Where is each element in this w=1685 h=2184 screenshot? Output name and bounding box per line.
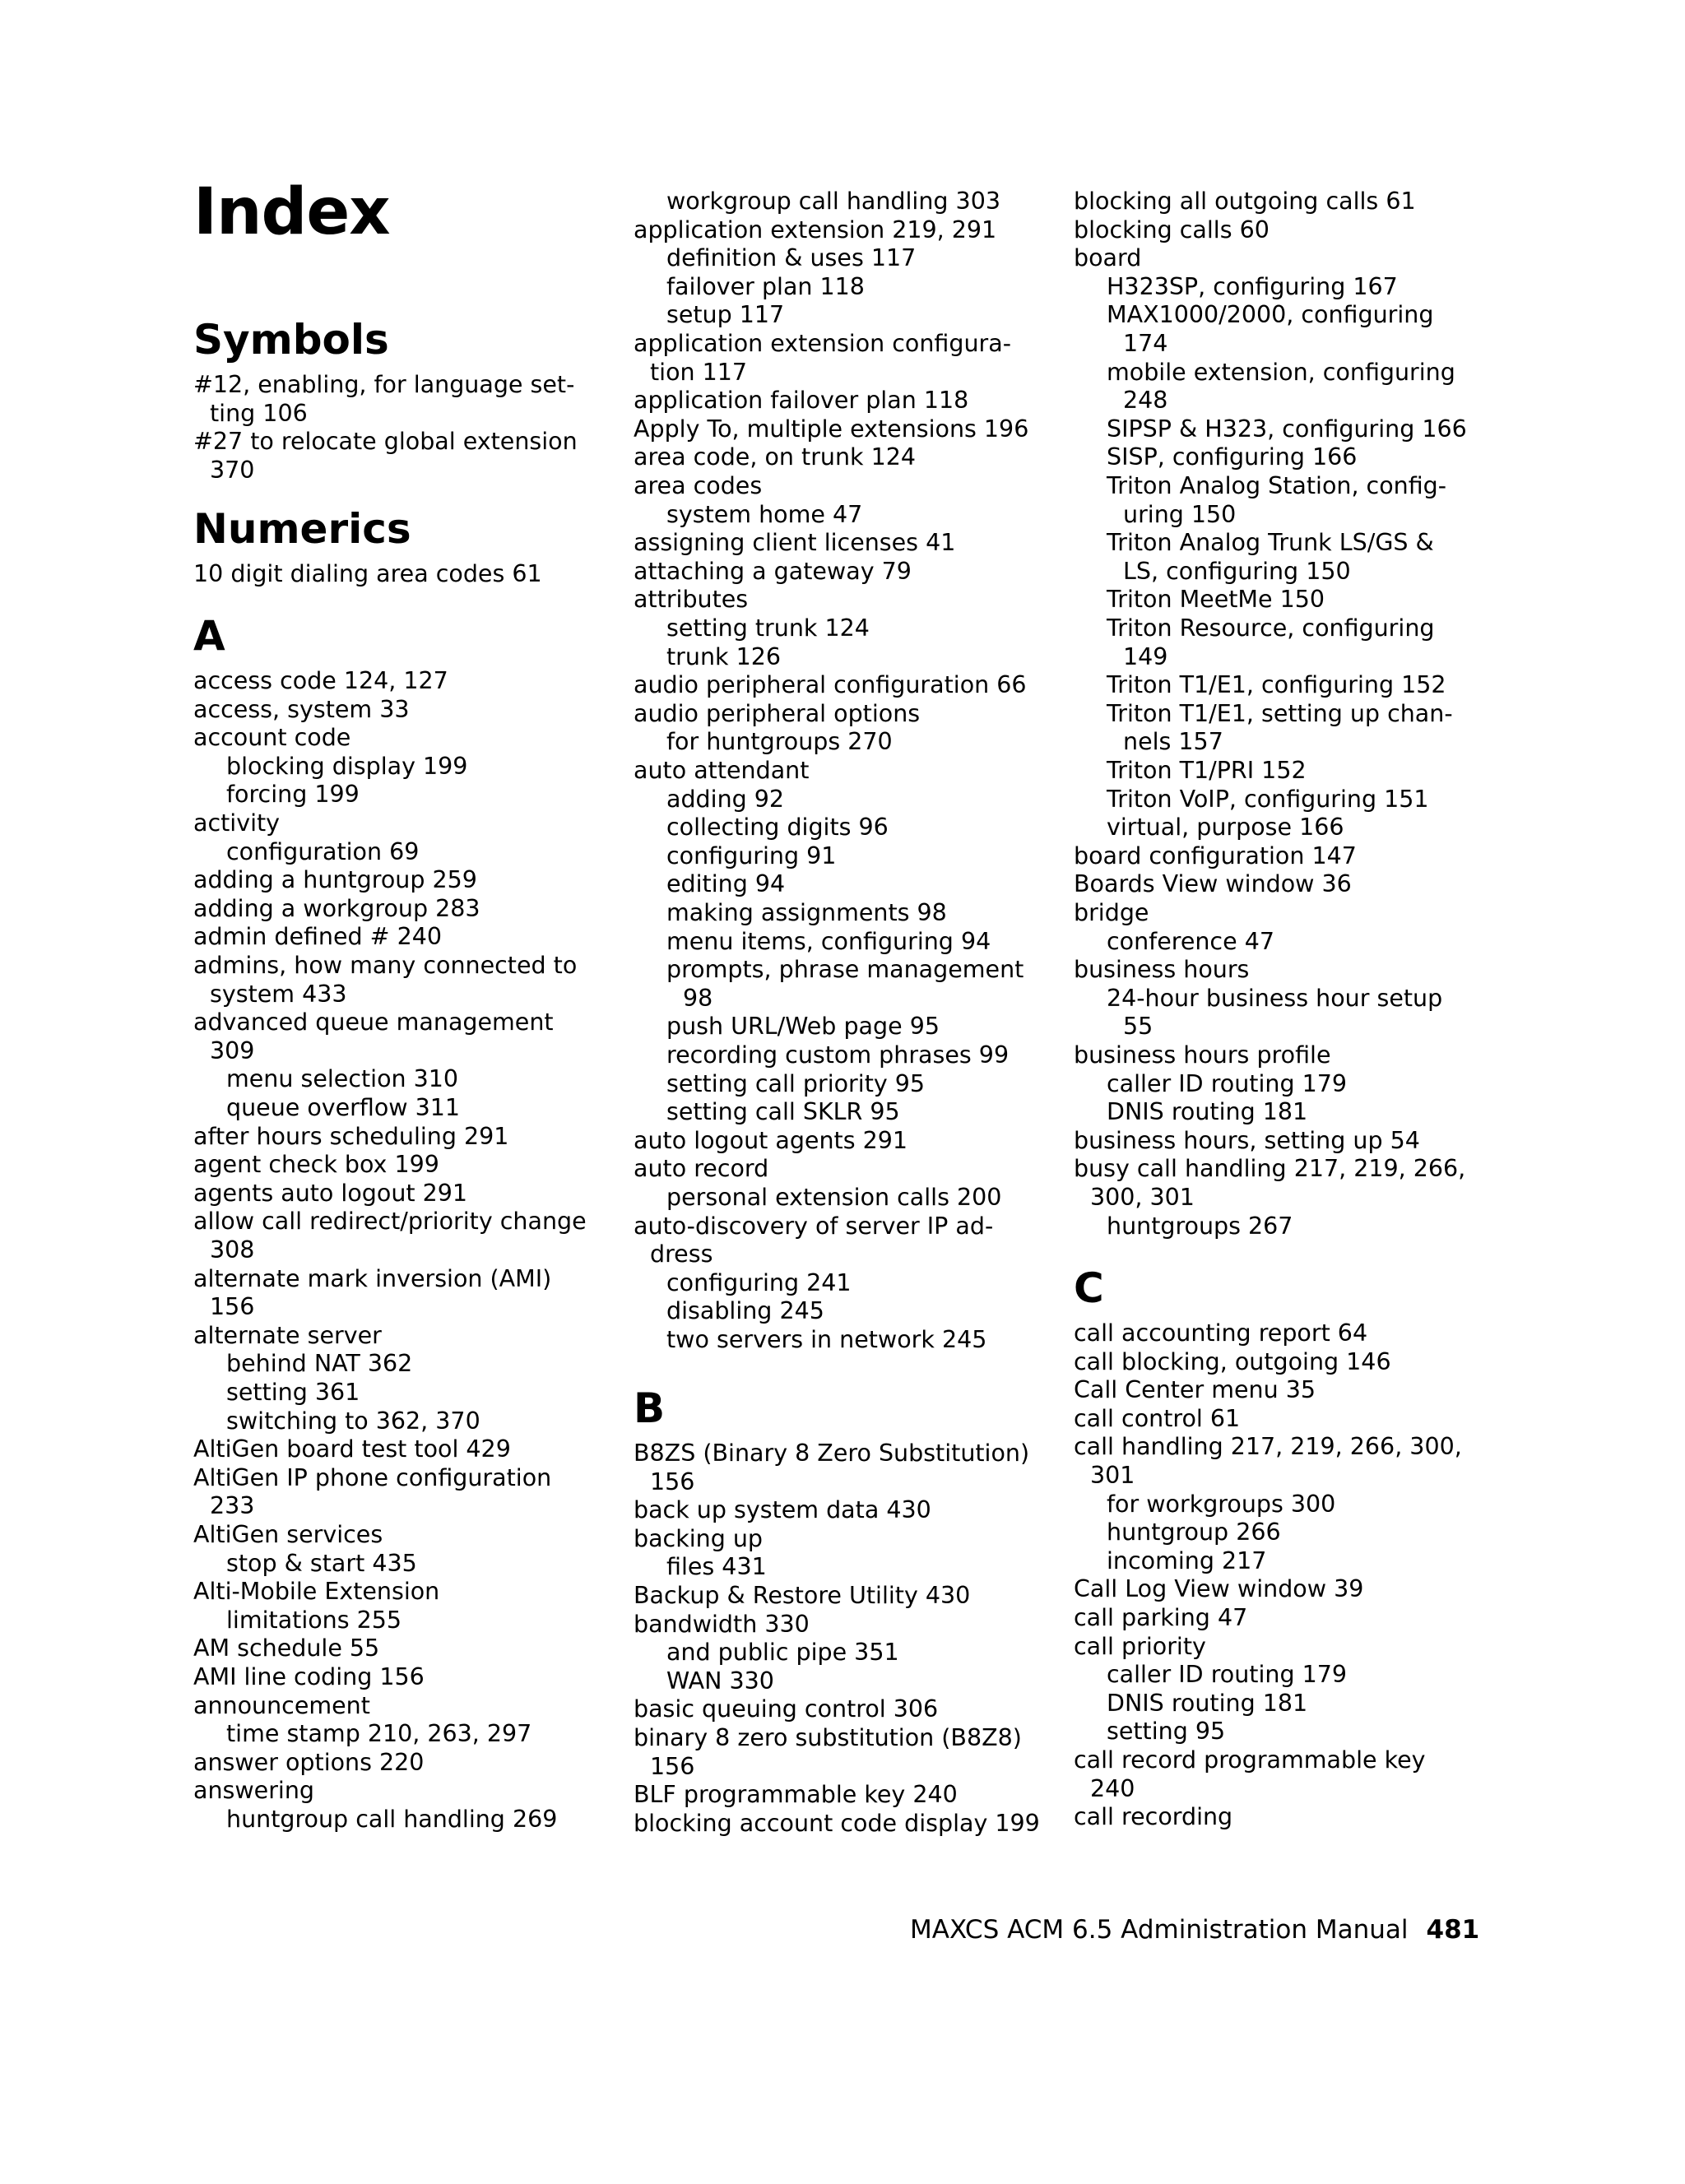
index-subentry: Triton T1/E1, setting up chan-: [1107, 699, 1453, 727]
index-entry: blocking all outgoing calls 61: [1074, 188, 1416, 215]
section-heading: C: [1074, 1264, 1104, 1312]
index-subentry: configuring 241: [666, 1268, 852, 1296]
index-entry: backing up: [634, 1524, 764, 1552]
index-subentry: setup 117: [666, 301, 785, 329]
index-subentry: nels 157: [1123, 728, 1223, 756]
index-entry: 156: [210, 1293, 255, 1321]
index-entry: Call Log View window 39: [1074, 1575, 1364, 1603]
section-heading: Symbols: [193, 316, 389, 364]
index-subentry: caller ID routing 179: [1107, 1661, 1347, 1689]
index-entry: area code, on trunk 124: [634, 443, 917, 471]
index-entry: call accounting report 64: [1074, 1319, 1368, 1347]
index-subentry: blocking display 199: [226, 752, 468, 780]
index-entry: 308: [210, 1236, 255, 1264]
index-entry: call priority: [1074, 1632, 1206, 1660]
index-entry: Call Center menu 35: [1074, 1376, 1316, 1404]
index-entry: 156: [650, 1752, 695, 1780]
index-entry: call recording: [1074, 1803, 1233, 1831]
index-subentry: failover plan 118: [666, 272, 865, 300]
index-entry: board configuration 147: [1074, 842, 1357, 869]
index-entry: blocking account code display 199: [634, 1809, 1040, 1837]
index-subentry: MAX1000/2000, configuring: [1107, 301, 1434, 329]
index-entry: application extension 219, 291: [634, 216, 997, 243]
index-entry: answer options 220: [193, 1748, 425, 1776]
index-entry: 300, 301: [1090, 1184, 1195, 1211]
index-entry: agent check box 199: [193, 1151, 439, 1179]
index-subentry: 55: [1123, 1013, 1154, 1041]
index-subentry: setting 361: [226, 1379, 360, 1406]
index-entry: B8ZS (Binary 8 Zero Substitution): [634, 1440, 1030, 1467]
index-subentry: disabling 245: [666, 1297, 824, 1325]
index-entry: auto attendant: [634, 757, 810, 784]
index-entry: agents auto logout 291: [193, 1179, 468, 1207]
index-entry: business hours, setting up 54: [1074, 1126, 1420, 1154]
index-entry: adding a huntgroup 259: [193, 866, 477, 894]
index-entry: bridge: [1074, 899, 1149, 926]
index-subentry: Triton Analog Station, config-: [1107, 472, 1447, 499]
index-subentry: LS, configuring 150: [1123, 557, 1351, 585]
index-entry: application extension configura-: [634, 330, 1012, 357]
index-entry: AltiGen IP phone configuration: [193, 1463, 552, 1491]
section-heading: Numerics: [193, 505, 411, 553]
page-title: Index: [193, 175, 390, 249]
index-entry: Alti-Mobile Extension: [193, 1578, 440, 1606]
index-subentry: H323SP, configuring 167: [1107, 272, 1398, 300]
index-subentry: system home 47: [666, 500, 863, 528]
index-entry: activity: [193, 809, 281, 837]
index-entry: attaching a gateway 79: [634, 557, 912, 585]
index-subentry: huntgroup call handling 269: [226, 1806, 558, 1833]
index-subentry: definition & uses 117: [666, 244, 917, 272]
index-entry: system 433: [210, 980, 347, 1008]
index-subentry: time stamp 210, 263, 297: [226, 1720, 532, 1748]
index-subentry: setting call SKLR 95: [666, 1098, 900, 1126]
index-entry: dress: [650, 1240, 713, 1268]
index-entry: auto record: [634, 1155, 769, 1183]
index-subentry: trunk 126: [666, 642, 781, 670]
index-entry: 309: [210, 1036, 255, 1064]
index-entry: binary 8 zero substitution (B8Z8): [634, 1724, 1022, 1751]
index-entry: audio peripheral options: [634, 699, 921, 727]
index-subentry: conference 47: [1107, 927, 1274, 955]
index-subentry: and public pipe 351: [666, 1639, 899, 1667]
index-subentry: adding 92: [666, 785, 785, 813]
index-entry: 370: [210, 456, 255, 484]
index-entry: business hours: [1074, 956, 1250, 984]
index-subentry: virtual, purpose 166: [1107, 814, 1344, 842]
index-subentry: limitations 255: [226, 1606, 402, 1634]
index-entry: application failover plan 118: [634, 387, 969, 415]
index-entry: BLF programmable key 240: [634, 1781, 958, 1809]
index-entry: 10 digit dialing area codes 61: [193, 560, 542, 587]
index-subentry: huntgroup 266: [1107, 1519, 1281, 1546]
index-subentry: workgroup call handling 303: [666, 188, 1000, 215]
index-subentry: Triton MeetMe 150: [1107, 586, 1325, 614]
index-subentry: for huntgroups 270: [666, 728, 893, 756]
index-subentry: forcing 199: [226, 781, 360, 809]
index-entry: busy call handling 217, 219, 266,: [1074, 1155, 1466, 1183]
index-entry: auto-discovery of server IP ad-: [634, 1212, 994, 1240]
index-entry: assigning client licenses 41: [634, 529, 956, 557]
index-entry: #27 to relocate global extension: [193, 428, 578, 456]
index-subentry: incoming 217: [1107, 1546, 1267, 1574]
index-subentry: configuration 69: [226, 837, 420, 865]
index-entry: business hours profile: [1074, 1041, 1331, 1069]
index-entry: auto logout agents 291: [634, 1126, 908, 1154]
index-entry: call handling 217, 219, 266, 300,: [1074, 1433, 1462, 1461]
index-entry: after hours scheduling 291: [193, 1122, 509, 1150]
index-subentry: menu items, configuring 94: [666, 927, 991, 955]
index-subentry: 248: [1123, 387, 1168, 415]
index-subentry: recording custom phrases 99: [666, 1041, 1010, 1069]
index-entry: AMI line coding 156: [193, 1663, 425, 1690]
index-entry: Apply To, multiple extensions 196: [634, 415, 1029, 443]
index-subentry: setting 95: [1107, 1718, 1226, 1746]
index-entry: allow call redirect/priority change: [193, 1208, 587, 1236]
index-entry: 233: [210, 1492, 255, 1520]
index-entry: call record programmable key: [1074, 1746, 1426, 1774]
index-entry: account code: [193, 724, 351, 752]
index-subentry: 149: [1123, 642, 1168, 670]
index-subentry: Triton T1/E1, configuring 152: [1107, 671, 1446, 699]
index-entry: admin defined # 240: [193, 923, 443, 951]
index-subentry: DNIS routing 181: [1107, 1098, 1308, 1126]
index-subentry: SISP, configuring 166: [1107, 443, 1358, 471]
index-entry: audio peripheral configuration 66: [634, 671, 1027, 699]
index-subentry: Triton T1/PRI 152: [1107, 757, 1307, 784]
index-entry: Boards View window 36: [1074, 870, 1352, 898]
index-entry: advanced queue management: [193, 1009, 554, 1036]
index-subentry: 98: [683, 984, 713, 1012]
index-entry: admins, how many connected to: [193, 952, 578, 979]
index-entry: 301: [1090, 1462, 1135, 1489]
index-entry: alternate server: [193, 1321, 382, 1349]
section-heading: B: [634, 1384, 666, 1432]
index-entry: attributes: [634, 586, 749, 614]
page-number: 481: [1426, 1915, 1480, 1945]
index-entry: alternate mark inversion (AMI): [193, 1264, 552, 1292]
index-subentry: push URL/Web page 95: [666, 1013, 940, 1041]
index-entry: board: [1074, 244, 1142, 272]
index-entry: bandwidth 330: [634, 1610, 810, 1638]
index-entry: access code 124, 127: [193, 667, 448, 694]
index-entry: answering: [193, 1777, 315, 1805]
index-subentry: Triton Resource, configuring: [1107, 614, 1435, 642]
index-subentry: setting trunk 124: [666, 614, 870, 642]
index-subentry: DNIS routing 181: [1107, 1689, 1308, 1717]
index-subentry: mobile extension, configuring: [1107, 358, 1455, 386]
index-entry: announcement: [193, 1691, 370, 1719]
index-subentry: Triton VoIP, configuring 151: [1107, 785, 1429, 813]
index-subentry: stop & start 435: [226, 1549, 417, 1577]
index-subentry: queue overflow 311: [226, 1094, 461, 1121]
index-entry: call blocking, outgoing 146: [1074, 1347, 1391, 1375]
section-heading: A: [193, 612, 225, 660]
index-subentry: 24-hour business hour setup: [1107, 984, 1443, 1012]
index-subentry: two servers in network 245: [666, 1326, 987, 1353]
index-subentry: SIPSP & H323, configuring 166: [1107, 415, 1467, 443]
page-footer: [910, 1913, 1479, 1946]
manual-title: MAXCS ACM 6.5 Administration Manual: [910, 1915, 1409, 1945]
index-entry: area codes: [634, 472, 763, 499]
index-subentry: editing 94: [666, 870, 786, 898]
index-entry: #12, enabling, for language set-: [193, 371, 575, 398]
index-entry: 240: [1090, 1774, 1135, 1802]
index-entry: 156: [650, 1468, 695, 1495]
index-subentry: behind NAT 362: [226, 1350, 413, 1378]
index-subentry: WAN 330: [666, 1667, 774, 1695]
index-subentry: files 431: [666, 1553, 767, 1581]
index-subentry: making assignments 98: [666, 899, 947, 926]
index-subentry: configuring 91: [666, 842, 837, 869]
index-entry: AM schedule 55: [193, 1635, 380, 1662]
index-subentry: 174: [1123, 330, 1168, 357]
index-entry: ting 106: [210, 399, 308, 427]
index-subentry: collecting digits 96: [666, 814, 889, 842]
index-entry: call parking 47: [1074, 1604, 1248, 1631]
index-entry: access, system 33: [193, 695, 410, 723]
index-subentry: prompts, phrase management: [666, 956, 1024, 984]
index-entry: Backup & Restore Utility 430: [634, 1582, 971, 1609]
index-entry: tion 117: [650, 358, 748, 386]
index-subentry: huntgroups 267: [1107, 1212, 1293, 1240]
index-subentry: for workgroups 300: [1107, 1490, 1336, 1518]
index-subentry: uring 150: [1123, 500, 1237, 528]
index-entry: adding a workgroup 283: [193, 894, 480, 922]
index-subentry: setting call priority 95: [666, 1069, 926, 1097]
index-entry: back up system data 430: [634, 1496, 931, 1524]
index-entry: blocking calls 60: [1074, 216, 1270, 243]
index-subentry: caller ID routing 179: [1107, 1069, 1347, 1097]
index-subentry: switching to 362, 370: [226, 1407, 480, 1435]
index-subentry: menu selection 310: [226, 1065, 459, 1093]
index-entry: call control 61: [1074, 1404, 1241, 1432]
index-entry: AltiGen services: [193, 1521, 383, 1548]
index-subentry: Triton Analog Trunk LS/GS &: [1107, 529, 1434, 557]
index-entry: basic queuing control 306: [634, 1695, 939, 1723]
index-entry: AltiGen board test tool 429: [193, 1435, 511, 1463]
index-subentry: personal extension calls 200: [666, 1184, 1002, 1211]
